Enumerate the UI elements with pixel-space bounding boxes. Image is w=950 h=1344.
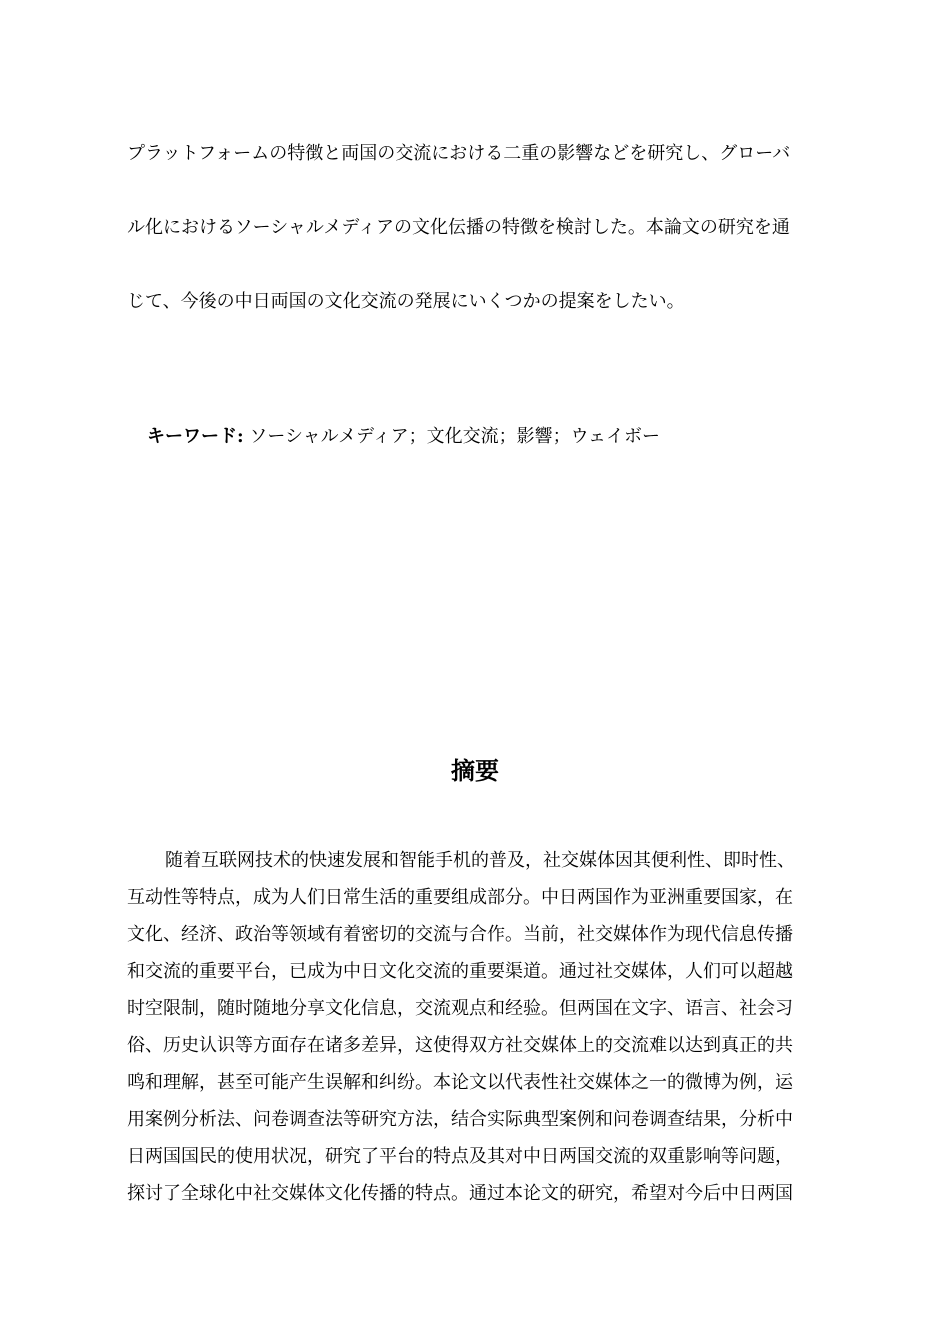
chinese-abstract-line-9: 日两国国民的使用状况，研究了平台的特点及其对中日两国交流的双重影响等问题， (127, 1146, 793, 1167)
chinese-abstract-line-10: 探讨了全球化中社交媒体文化传播的特点。通过本论文的研究，希望对今后中日两国 (127, 1183, 793, 1204)
keywords-label: キーワード: (147, 426, 244, 447)
chinese-abstract-line-5: 时空限制，随时随地分享文化信息，交流观点和经验。但两国在文字、语言、社会习 (127, 998, 793, 1019)
chinese-abstract-title: 摘要 (451, 756, 499, 785)
chinese-abstract-line-8: 用案例分析法、问卷调查法等研究方法，结合实际典型案例和问卷调查结果，分析中 (127, 1109, 793, 1130)
chinese-abstract-line-7: 鸣和理解，甚至可能产生误解和纠纷。本论文以代表性社交媒体之一的微博为例，运 (127, 1072, 793, 1093)
keywords-value: ソーシャルメディア；文化交流；影響；ウェイボー (243, 426, 660, 447)
chinese-abstract-line-2: 互动性等特点，成为人们日常生活的重要组成部分。中日两国作为亚洲重要国家，在 (127, 887, 793, 908)
chinese-abstract-line-6: 俗、历史认识等方面存在诸多差异，这使得双方社交媒体上的交流难以达到真正的共 (127, 1035, 793, 1056)
chinese-abstract-line-4: 和交流的重要平台，已成为中日文化交流的重要渠道。通过社交媒体，人们可以超越 (127, 961, 793, 982)
japanese-keywords (147, 425, 660, 449)
chinese-abstract-line-1: 随着互联网技术的快速发展和智能手机的普及，社交媒体因其便利性、即时性、 (165, 850, 795, 871)
japanese-abstract-line-1: プラットフォームの特徴と両国の交流における二重の影響などを研究し、グローバ (127, 143, 791, 164)
japanese-abstract-line-2: ル化におけるソーシャルメディアの文化伝播の特徴を検討した。本論文の研究を通 (127, 217, 790, 238)
chinese-abstract-line-3: 文化、经济、政治等领域有着密切的交流与合作。当前，社交媒体作为现代信息传播 (127, 924, 793, 945)
japanese-abstract-line-3: じて、今後の中日両国の文化交流の発展にいくつかの提案をしたい。 (127, 291, 685, 312)
